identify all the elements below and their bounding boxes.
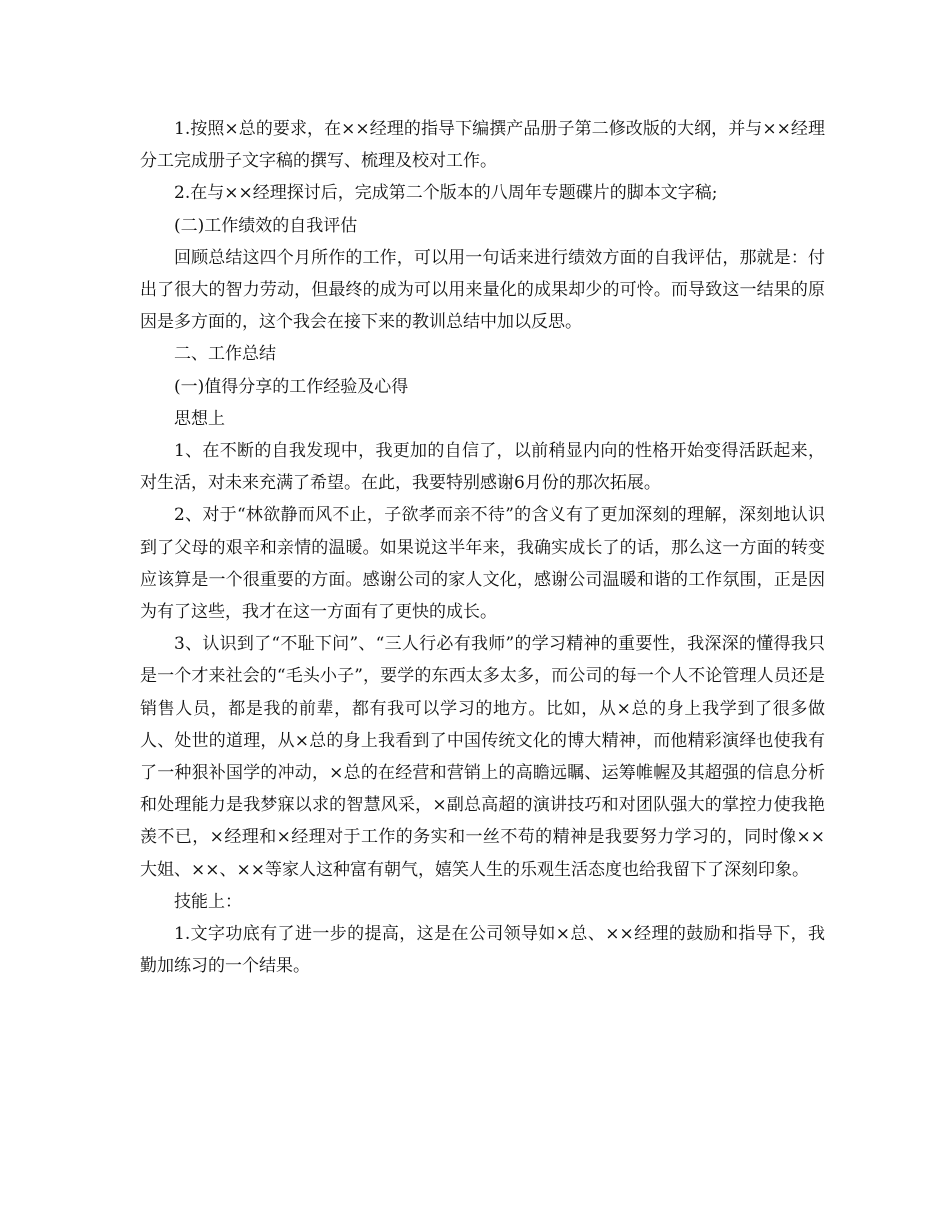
paragraph-item-1: 1.按照×总的要求，在××经理的指导下编撰产品册子第二修改版的大纲，并与××经理分工完成册子文字稿的撰写、梳理及校对工作。 bbox=[140, 119, 825, 172]
subsection-heading-experience: (一)值得分享的工作经验及心得 bbox=[174, 376, 409, 397]
paragraph-item-2: 2.在与××经理探讨后，完成第二个版本的八周年专题碟片的脚本文字稿; bbox=[174, 183, 718, 204]
paragraph-thinking-3: 3、认识到了“不耻下问”、“三人行必有我师”的学习精神的重要性，我深深的懂得我只是一个才来社会的“毛头小子”，要学的东西太多太多，而公司的每一个人不论管理人员还是销售人员，都是我的前辈，都有我可以学习的地方。比如，从×总的身上我学到了很多做人、处世的道理，从×总的身上我看到了中国传统文化的博大精神，而他精彩演绎也使我有了一种狠补国学的冲动，×总的在经营和营销上的高瞻远瞩、运筹帷幄及其超强的信息分析和处理能力是我梦寐以求的智慧风采，×副总高超的演讲技巧和对团队强大的掌控力使我艳羡不已，×经理和×经理对于工作的务实和一丝不苟的精神是我要努力学习的，同时像××大姐、××、××等家人这种富有朝气，嬉笑人生的乐观生活态度也给我留下了深刻印象。 bbox=[140, 634, 825, 880]
paragraph-thinking-1: 1、在不断的自我发现中，我更加的自信了，以前稍显内向的性格开始变得活跃起来，对生活，对未来充满了希望。在此，我要特别感谢6月份的那次拓展。 bbox=[140, 441, 825, 494]
paragraph-self-evaluation: 回顾总结这四个月所作的工作，可以用一句话来进行绩效方面的自我评估，那就是：付出了很大的智力劳动，但最终的成为可以用来量化的成果却少的可怜。而导致这一结果的原因是多方面的，这个我会在接下来的教训总结中加以反思。 bbox=[140, 247, 825, 333]
subheading-skills: 技能上： bbox=[174, 891, 242, 912]
section-heading-work-summary: 二、工作总结 bbox=[174, 344, 276, 365]
document-body bbox=[140, 113, 825, 982]
paragraph-skills-1: 1.文字功底有了进一步的提高，这是在公司领导如×总、××经理的鼓励和指导下，我勤加练习的一个结果。 bbox=[140, 924, 825, 977]
section-heading-performance-evaluation: (二)工作绩效的自我评估 bbox=[174, 215, 358, 236]
paragraph-thinking-2: 2、对于“林欲静而风不止，子欲孝而亲不待”的含义有了更加深刻的理解，深刻地认识到了父母的艰辛和亲情的温暖。如果说这半年来，我确实成长了的话，那么这一方面的转变应该算是一个很重要的方面。感谢公司的家人文化，感谢公司温暖和谐的工作氛围，正是因为有了这些，我才在这一方面有了更快的成长。 bbox=[140, 505, 825, 623]
subheading-thinking: 思想上 bbox=[174, 408, 225, 429]
